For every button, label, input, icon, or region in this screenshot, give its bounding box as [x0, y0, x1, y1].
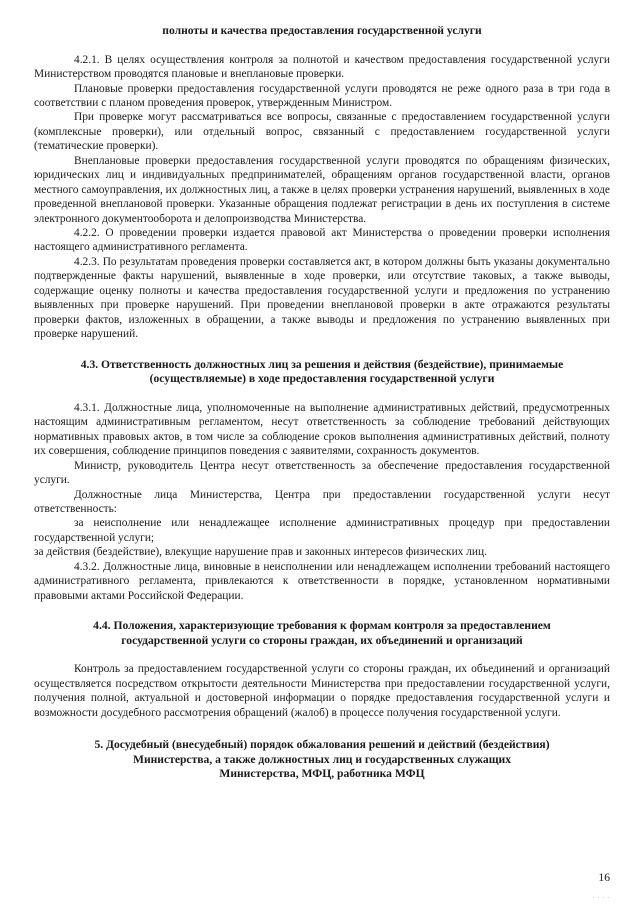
section-4-4-heading: 4.4. Положения, характеризующие требования к формам контроля за предоставлением государственной услуги со стороны граждан, их объединений и организаций [93, 619, 551, 647]
paragraph-4-2-1: 4.2.1. В целях осуществления контроля за полнотой и качеством предоставления государственной услуги Министерством проводятся плановые и внеплановые проверки. [34, 53, 610, 81]
paragraph-check-scope: При проверке могут рассматриваться все вопросы, связанные с предоставлением государственной услуги (комплексные проверки), или отдельный вопрос, связанный с предоставлением государственной услуги (тематические проверки). [34, 111, 610, 153]
section-4-3 [34, 401, 610, 603]
paragraph-planned-checks: Плановые проверки предоставления государственной услуги проводятся не реже одного раза в три года в соответствии с планом проведения проверок, утвержденным Министром. [34, 82, 610, 109]
section-4-2 [34, 53, 610, 342]
paragraph-minister-responsibility: Министр, руководитель Центра несут ответственность за обеспечение предоставления государственной услуги. [34, 459, 610, 487]
paragraph-4-2-3: 4.2.3. По результатам проведения проверки составляется акт, в котором должны быть указаны документально подтвержденные факты нарушений, выявленные в ходе проверки, или отсутствие таковых, а также выводы, содержащие оценку полноты и качества предоставления государственной услуги и предложения по устранению выявленных при проверке нарушений. При проведении внеплановой проверки в акте отражаются результаты проверки фактов, изложенных в обращении, а также выводы и предложения по устранению выявленных при проверке нарушений. [34, 255, 610, 341]
section-4-4 [34, 662, 610, 720]
paragraph-4-3-2: 4.3.2. Должностные лица, виновные в неисполнении или ненадлежащем исполнении требований настоящего административного регламента, привлекаются к ответственности в порядке, установленном нормативными правовыми актами Российской Федерации. [34, 560, 610, 602]
scan-artifact: . . . . [592, 894, 610, 900]
section-5-heading: 5. Досудебный (внесудебный) порядок обжалования решений и действий (бездействия) Министерства, а также должностных лиц и государственных служащих Министерства, МФЦ, работника МФЦ [94, 738, 550, 781]
paragraph-responsibility-item-2: за действия (бездействие), влекущие нарушение прав и законных интересов физических лиц. [34, 546, 487, 559]
paragraph-responsibility-item-1: за неисполнение или ненадлежащее исполнение административных процедур при предоставлении государственной услуги; [34, 517, 610, 544]
paragraph-unplanned-checks: Внеплановые проверки предоставления государственной услуги проводятся по обращениям физических, юридических лиц и индивидуальных предпринимателей, обращениям органов государственной власти, органов местного самоуправления, их должностных лиц, а также в целях проверки устранения нарушений, выявленных в ходе проведенной внеплановой проверки. Указанные обращения подлежат регистрации в день их поступления в системе электронного документооборота и делопроизводства Министерства. [34, 154, 610, 225]
paragraph-public-control: Контроль за предоставлением государственной услуги со стороны граждан, их объединений и организаций осуществляется посредством открытости деятельности Министерства при предоставлении государственной услуги, получения полной, актуальной и достоверной информации о порядке предоставления государственной услуги и возможности досудебного рассмотрения обращений (жалоб) в процессе получения государственной услуги. [34, 663, 610, 719]
section-4-3-heading: 4.3. Ответственность должностных лиц за решения и действия (бездействие), принимаемые (осуществляемые) в ходе предоставления государственной услуги [80, 357, 564, 386]
page-number: 16 [598, 871, 610, 884]
paragraph-4-3-1: 4.3.1. Должностные лица, уполномоченные на выполнение административных действий, предусмотренных настоящим административным регламентом, несут ответственность за соблюдение требований действующих нормативных правовых актов, в том числе за соблюдение сроков выполнения административных действий, полноту их совершения, соблюдение принципов поведения с заявителями, сохранность документов. [34, 401, 610, 458]
paragraph-officials-responsibility: Должностные лица Министерства, Центра при предоставлении государственной услуги несут ответственность: [34, 488, 610, 516]
paragraph-4-2-2: 4.2.2. О проведении проверки издается правовой акт Министерства о проведении проверки исполнения настоящего административного регламента. [34, 227, 610, 254]
top-heading: полноты и качества предоставления государственной услуги [162, 24, 482, 37]
